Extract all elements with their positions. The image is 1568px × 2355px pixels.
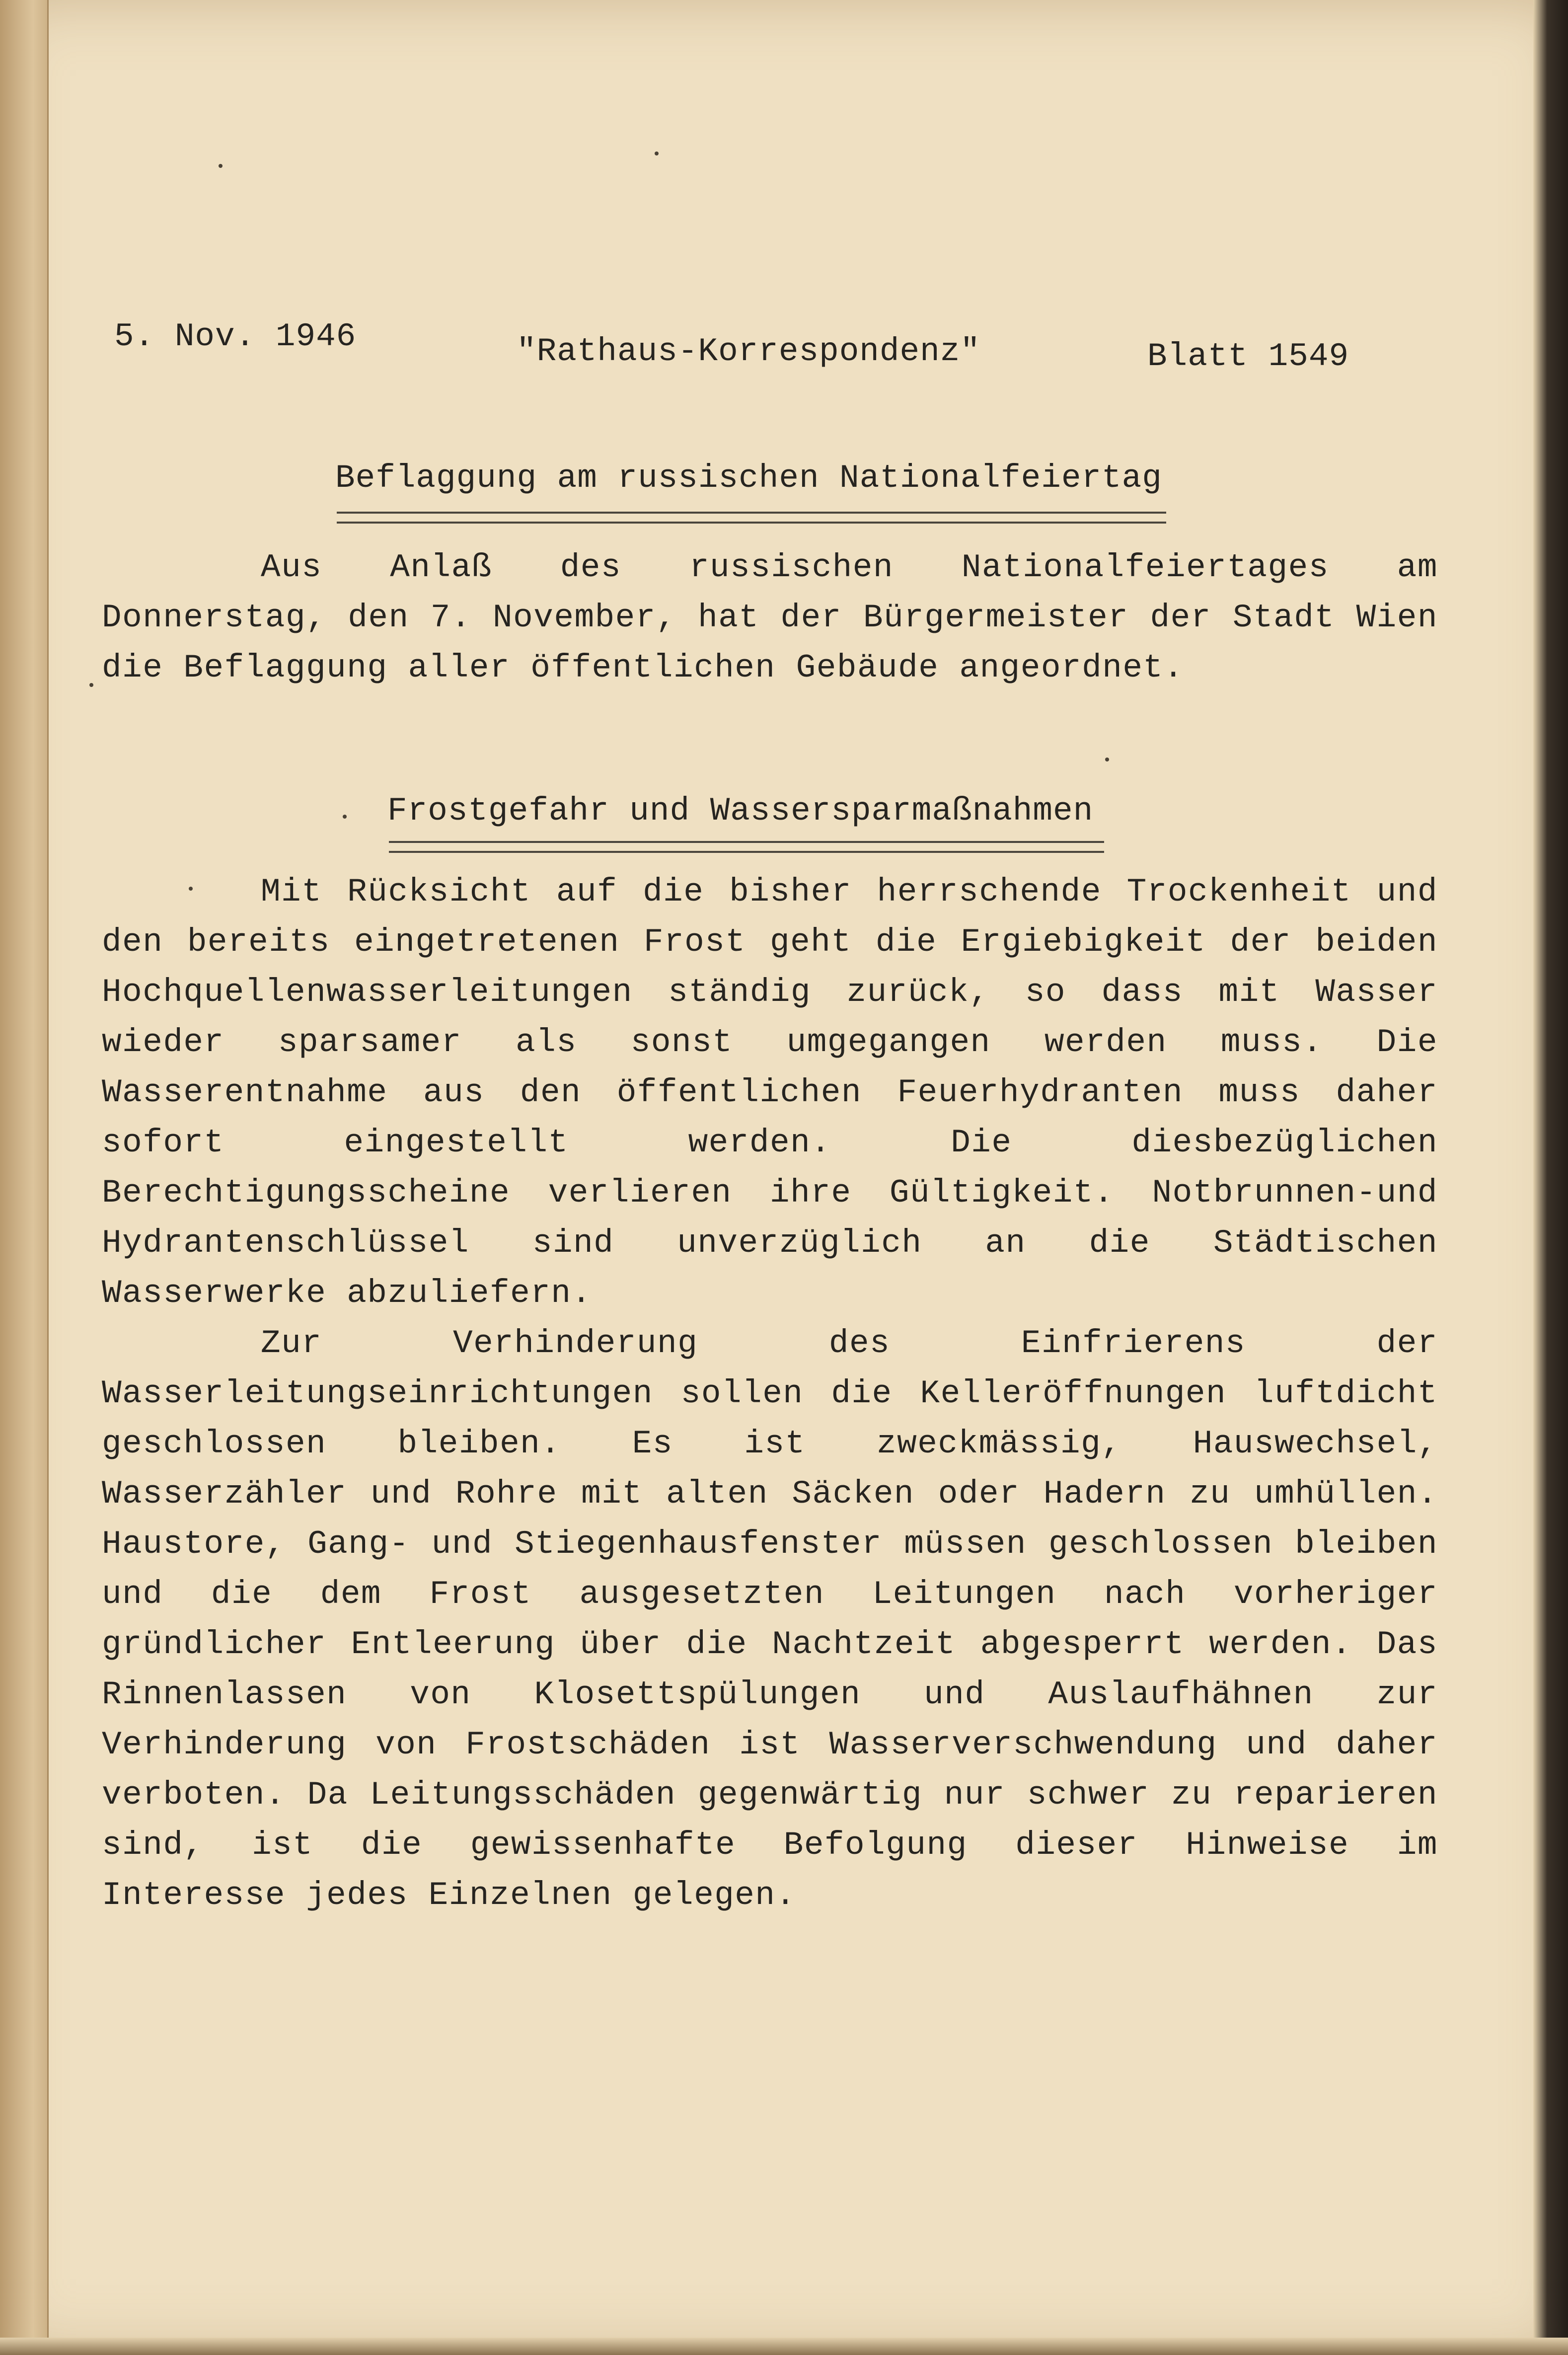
heading-double-underline [337,512,1166,524]
ink-speck [89,683,93,687]
page-shadow-edge [1533,0,1568,2355]
page-bottom-edge [0,2338,1568,2355]
ink-speck [1105,758,1109,761]
paragraph: Zur Verhinderung des Einfrierens der Wasserleitungseinrichtungen sollen die Kelleröffnungen luftdicht geschlossen bleiben. Es ist zweckmässig, Hauswechsel, Wasserzähler und Rohre mit alten Säcken oder Hadern zu umhüllen. Haustore, Gang- und Stiegenhausfenster müssen geschlossen bleiben und die dem Frost ausgesetzten Leitungen nach vorheriger gründlicher Entleerung über die Nachtzeit abgesperrt werden. Das Rinnenlassen von Klosettspülungen und Auslaufhähnen zur Verhinderung von Frostschäden ist Wasserverschwendung und daher verboten. Da Leitungsschäden gegenwärtig nur schwer zu reparieren sind, ist die gewissenhafte Befolgung dieser Hinweise im Interesse jedes Einzelnen gelegen. [102,1325,1438,1914]
header-sheet-number: Blatt 1549 [1147,338,1349,375]
header-title: "Rathaus-Korrespondenz" [517,333,980,370]
section-heading: Frostgefahr und Wassersparmaßnahmen [387,792,1094,830]
paragraph: Aus Anlaß des russischen Nationalfeiertages am Donnerstag, den 7. November, hat der Bürgermeister der Stadt Wien die Beflaggung aller öffentlichen Gebäude angeordnet. [102,549,1438,686]
section-heading: Beflaggung am russischen Nationalfeiertag [335,459,1162,497]
paragraph: Mit Rücksicht auf die bisher herrschende Trockenheit und den bereits eingetretenen Frost geht die Ergiebigkeit der beiden Hochquellenwasserleitungen ständig zurück, so dass mit Wasser wieder sparsamer als sonst umgegangen werden muss. Die Wasserentnahme aus den öffentlichen Feuerhydranten muss daher sofort eingestellt werden. Die diesbezüglichen Berechtigungsscheine verlieren ihre Gültigkeit. Notbrunnen-und Hydrantenschlüssel sind unverzüglich an die Städtischen Wasserwerke abzuliefern. [102,873,1438,1312]
header-date: 5. Nov. 1946 [114,318,357,355]
ink-speck [343,815,347,819]
binding-edge [0,0,49,2355]
section-body [102,867,1438,1920]
ink-speck [219,164,223,168]
page-header [114,318,1356,375]
section-body [102,542,1438,693]
ink-speck [655,152,659,155]
heading-double-underline [389,841,1104,853]
